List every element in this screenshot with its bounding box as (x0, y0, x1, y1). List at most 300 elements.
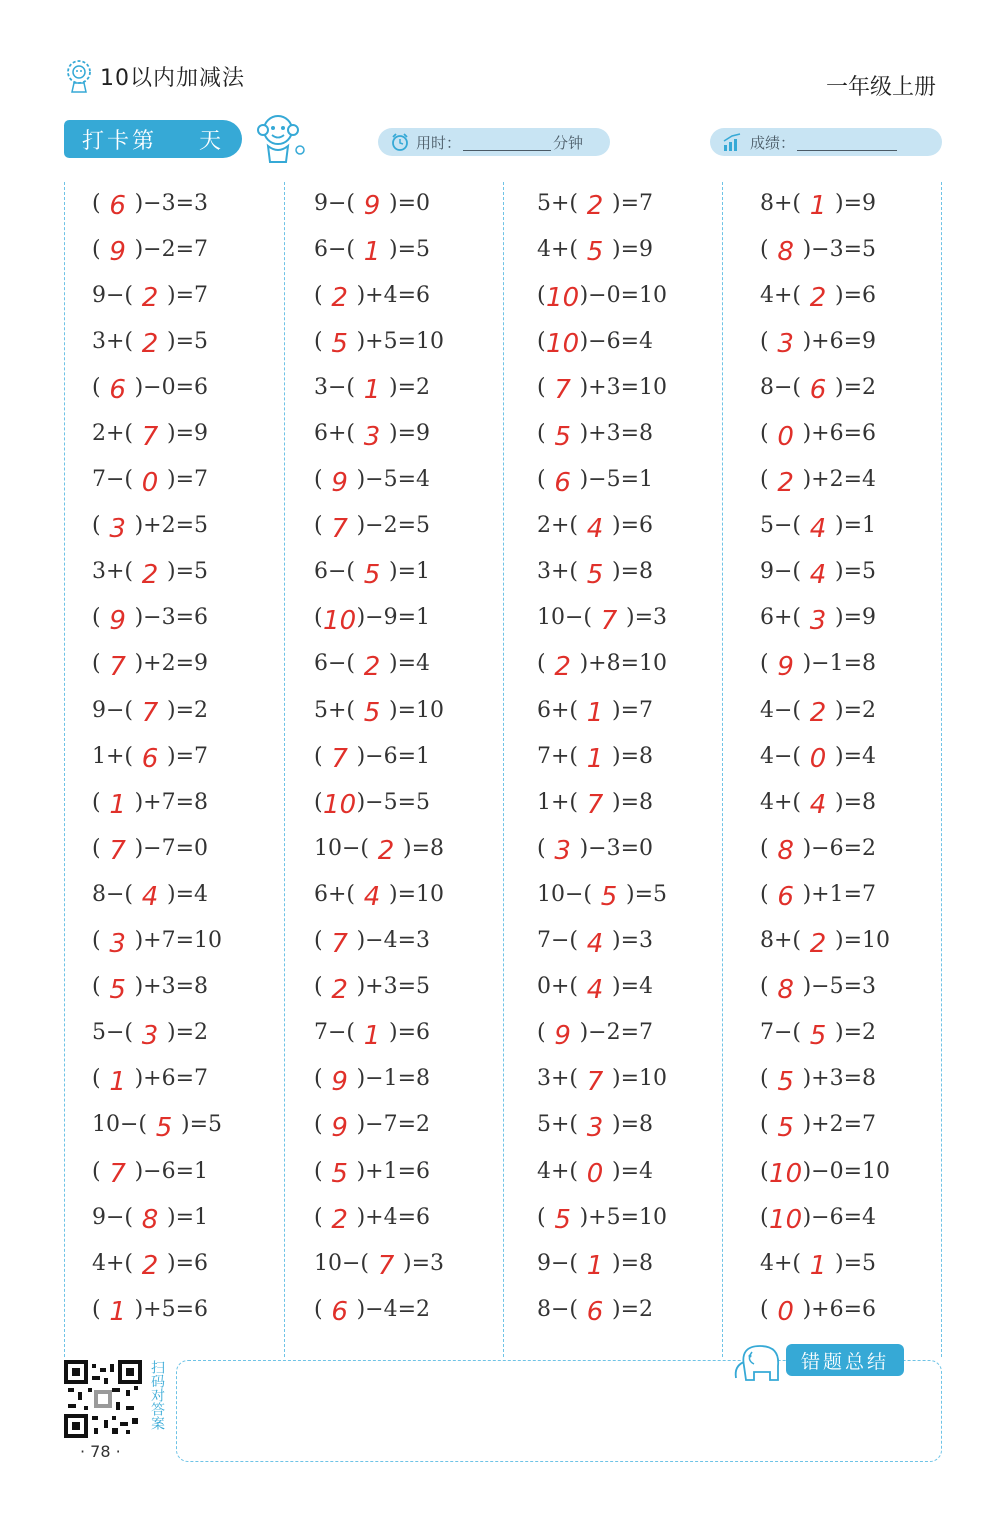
equation-prefix: ( (314, 928, 323, 954)
equation-suffix: )=2 (167, 697, 209, 723)
equation-prefix: 0+( (537, 974, 579, 1000)
equation-prefix: ( (537, 328, 546, 354)
equation-suffix: )=8 (612, 559, 654, 585)
equation-prefix: ( (92, 1158, 101, 1184)
handwritten-answer[interactable]: 4 (809, 559, 827, 590)
equation-suffix: )=1 (389, 559, 431, 585)
handwritten-answer[interactable]: 5 (554, 421, 571, 452)
equation-prefix: ( (760, 974, 769, 1000)
equation-suffix: )=7 (167, 467, 209, 493)
equation-suffix: )=5 (167, 559, 209, 585)
handwritten-answer[interactable]: 1 (586, 698, 604, 729)
equation-row (314, 1148, 524, 1194)
handwritten-answer[interactable]: 6 (109, 375, 126, 406)
handwritten-answer[interactable]: 5 (363, 559, 381, 590)
equation-row (760, 1286, 970, 1332)
equation-row (92, 1286, 302, 1332)
equation-prefix: ( (537, 835, 546, 861)
handwritten-answer[interactable]: 3 (109, 513, 126, 544)
equation-suffix: )=0 (389, 190, 431, 216)
equation-row (760, 549, 970, 595)
equation-prefix: 8−( (537, 1296, 579, 1322)
handwritten-answer[interactable]: 0 (777, 1297, 794, 1328)
equation-row (314, 1194, 524, 1240)
equation-row (314, 1102, 524, 1148)
handwritten-answer[interactable]: 10 (546, 329, 580, 360)
equation-suffix: )−5=1 (579, 467, 654, 493)
equation-row (537, 779, 747, 825)
equation-suffix: )+4=6 (356, 1204, 431, 1230)
equation-suffix: )=2 (389, 374, 431, 400)
equation-row (92, 1148, 302, 1194)
page-number: · 78 · (80, 1442, 121, 1461)
equation-suffix: )=4 (612, 974, 654, 1000)
equation-row (314, 595, 524, 641)
handwritten-answer[interactable]: 5 (586, 559, 604, 590)
handwritten-answer[interactable]: 2 (331, 1205, 348, 1236)
handwritten-answer[interactable]: 9 (363, 191, 381, 222)
equation-row (760, 1240, 970, 1286)
equation-prefix: ( (92, 374, 101, 400)
equation-prefix: ( (760, 651, 769, 677)
handwritten-answer[interactable]: 7 (141, 421, 159, 452)
equation-suffix: )=10 (389, 881, 445, 907)
equation-row (314, 641, 524, 687)
handwritten-answer[interactable]: 4 (141, 882, 159, 913)
equation-suffix: )−2=5 (356, 513, 431, 539)
handwritten-answer[interactable]: 10 (323, 790, 357, 821)
handwritten-answer[interactable]: 5 (600, 882, 618, 913)
equation-prefix: 7−( (537, 928, 579, 954)
equation-prefix: 5+( (314, 697, 356, 723)
equation-suffix: )=9 (167, 421, 209, 447)
equation-prefix: ( (92, 513, 101, 539)
handwritten-answer[interactable]: 9 (554, 1020, 571, 1051)
equation-row (92, 1102, 302, 1148)
equation-suffix: )=3 (626, 605, 668, 631)
equation-prefix: 1+( (92, 743, 134, 769)
handwritten-answer[interactable]: 3 (554, 836, 571, 867)
equation-prefix: 7−( (314, 1020, 356, 1046)
equation-row (92, 871, 302, 917)
score-blank[interactable] (797, 134, 897, 151)
handwritten-answer[interactable]: 5 (586, 237, 604, 268)
handwritten-answer[interactable]: 7 (554, 375, 571, 406)
equation-suffix: )+4=6 (356, 282, 431, 308)
handwritten-answer[interactable]: 7 (331, 928, 348, 959)
equation-suffix: )=8 (612, 743, 654, 769)
equation-prefix: 1+( (537, 789, 579, 815)
equation-suffix: )=2 (835, 1020, 877, 1046)
handwritten-answer[interactable]: 3 (809, 605, 827, 636)
equation-suffix: )=6 (167, 1250, 209, 1276)
handwritten-answer[interactable]: 6 (586, 1297, 604, 1328)
handwritten-answer[interactable]: 4 (586, 974, 604, 1005)
equation-row (537, 871, 747, 917)
handwritten-answer[interactable]: 9 (777, 651, 794, 682)
handwritten-answer[interactable]: 2 (554, 651, 571, 682)
equation-prefix: ( (314, 974, 323, 1000)
equation-row (314, 226, 524, 272)
equation-suffix: )=2 (835, 697, 877, 723)
handwritten-answer[interactable]: 8 (777, 974, 794, 1005)
equation-prefix: 8−( (92, 881, 134, 907)
equation-prefix: 5−( (760, 513, 802, 539)
equation-row (92, 595, 302, 641)
handwritten-answer[interactable]: 0 (809, 744, 827, 775)
time-blank[interactable] (463, 134, 551, 151)
equation-suffix: )−4=2 (356, 1296, 431, 1322)
handwritten-answer[interactable]: 1 (109, 1066, 126, 1097)
handwritten-answer[interactable]: 7 (600, 605, 618, 636)
equation-suffix: )+1=6 (356, 1158, 431, 1184)
equation-suffix: )=3 (403, 1250, 445, 1276)
equation-suffix: )+6=6 (802, 1296, 877, 1322)
monkey-mascot-icon (252, 110, 308, 168)
equation-suffix: )=7 (167, 743, 209, 769)
handwritten-answer[interactable]: 4 (586, 513, 604, 544)
exercise-column-4 (760, 180, 970, 1332)
equation-row (92, 825, 302, 871)
equation-row (314, 549, 524, 595)
equation-row (537, 457, 747, 503)
equation-prefix: ( (537, 651, 546, 677)
handwritten-answer[interactable]: 1 (363, 1020, 381, 1051)
equation-suffix: )+2=5 (134, 513, 209, 539)
equation-suffix: )−7=2 (356, 1112, 431, 1138)
equation-row (92, 779, 302, 825)
equation-row (92, 226, 302, 272)
equation-prefix: 7+( (537, 743, 579, 769)
equation-suffix: )+3=10 (579, 374, 668, 400)
handwritten-answer[interactable]: 5 (809, 1020, 827, 1051)
equation-row (314, 825, 524, 871)
grade-label: 一年级上册 (825, 75, 936, 100)
handwritten-answer[interactable]: 2 (809, 283, 827, 314)
column-divider (64, 182, 65, 1357)
handwritten-answer[interactable]: 10 (323, 605, 357, 636)
equation-suffix: )=7 (612, 190, 654, 216)
equation-row (314, 318, 524, 364)
equation-row (537, 503, 747, 549)
handwritten-answer[interactable]: 10 (769, 1205, 803, 1236)
handwritten-answer[interactable]: 2 (141, 283, 159, 314)
equation-suffix: )=9 (389, 421, 431, 447)
handwritten-answer[interactable]: 3 (109, 928, 126, 959)
equation-prefix: ( (92, 835, 101, 861)
equation-suffix: )=8 (403, 835, 445, 861)
handwritten-answer[interactable]: 4 (363, 882, 381, 913)
handwritten-answer[interactable]: 1 (109, 790, 126, 821)
equation-prefix: 6+( (537, 697, 579, 723)
handwritten-answer[interactable]: 0 (777, 421, 794, 452)
equation-row (537, 1010, 747, 1056)
equation-suffix: )−5=5 (356, 789, 431, 815)
handwritten-answer[interactable]: 6 (331, 1297, 348, 1328)
equation-row (760, 733, 970, 779)
equation-prefix: 4+( (760, 1250, 802, 1276)
handwritten-answer[interactable]: 1 (809, 1251, 827, 1282)
equation-row (760, 918, 970, 964)
equation-row (760, 687, 970, 733)
equation-row (537, 918, 747, 964)
handwritten-answer[interactable]: 2 (586, 191, 604, 222)
equation-prefix: ( (537, 467, 546, 493)
equation-prefix: ( (537, 421, 546, 447)
handwritten-answer[interactable]: 6 (777, 882, 794, 913)
equation-row (314, 180, 524, 226)
equation-prefix: ( (537, 374, 546, 400)
handwritten-answer[interactable]: 2 (141, 1251, 159, 1282)
equation-row (314, 1010, 524, 1056)
equation-prefix: 9−( (92, 1204, 134, 1230)
handwritten-answer[interactable]: 4 (809, 790, 827, 821)
equation-prefix: 4−( (760, 697, 802, 723)
equation-row (314, 410, 524, 456)
equation-prefix: ( (314, 1204, 323, 1230)
lion-mascot-icon (64, 58, 94, 94)
handwritten-answer[interactable]: 7 (109, 836, 126, 867)
equation-prefix: 5+( (537, 1112, 579, 1138)
equation-prefix: 9−( (92, 697, 134, 723)
equation-row (537, 1240, 747, 1286)
equation-prefix: 7−( (92, 467, 134, 493)
handwritten-answer[interactable]: 7 (331, 513, 348, 544)
handwritten-answer[interactable]: 5 (331, 1159, 348, 1190)
handwritten-answer[interactable]: 7 (109, 651, 126, 682)
handwritten-answer[interactable]: 3 (141, 1020, 159, 1051)
handwritten-answer[interactable]: 2 (809, 698, 827, 729)
handwritten-answer[interactable]: 2 (141, 559, 159, 590)
equation-suffix: )+3=8 (134, 974, 209, 1000)
equation-prefix: 3+( (537, 559, 579, 585)
equation-prefix: ( (314, 789, 323, 815)
equation-prefix: ( (537, 1020, 546, 1046)
equation-prefix: 4+( (537, 236, 579, 262)
equation-suffix: )+7=8 (134, 789, 209, 815)
equation-suffix: )=7 (612, 697, 654, 723)
time-unit: 分钟 (553, 133, 584, 152)
handwritten-answer[interactable]: 2 (377, 836, 395, 867)
equation-prefix: ( (314, 605, 323, 631)
equation-row (537, 1056, 747, 1102)
equation-row (760, 964, 970, 1010)
handwritten-answer[interactable]: 1 (809, 191, 827, 222)
handwritten-answer[interactable]: 8 (777, 836, 794, 867)
equation-suffix: )=9 (835, 190, 877, 216)
handwritten-answer[interactable]: 1 (363, 237, 381, 268)
equation-suffix: )−1=8 (356, 1066, 431, 1092)
equation-row (760, 272, 970, 318)
equation-row (92, 503, 302, 549)
equation-row (760, 457, 970, 503)
equation-suffix: )−3=3 (134, 190, 209, 216)
equation-prefix: ( (92, 236, 101, 262)
equation-suffix: )+6=6 (802, 421, 877, 447)
handwritten-answer[interactable]: 9 (331, 467, 348, 498)
equation-row (760, 410, 970, 456)
equation-prefix: ( (760, 835, 769, 861)
handwritten-answer[interactable]: 6 (554, 467, 571, 498)
handwritten-answer[interactable]: 4 (586, 928, 604, 959)
handwritten-answer[interactable]: 3 (586, 1112, 604, 1143)
equation-prefix: 6−( (314, 236, 356, 262)
equation-row (537, 825, 747, 871)
equation-prefix: ( (314, 1158, 323, 1184)
equation-prefix: ( (760, 467, 769, 493)
handwritten-answer[interactable]: 9 (331, 1066, 348, 1097)
equation-suffix: )−3=6 (134, 605, 209, 631)
handwritten-answer[interactable]: 1 (586, 744, 604, 775)
equation-suffix: )=10 (835, 928, 891, 954)
equation-prefix: ( (314, 467, 323, 493)
handwritten-answer[interactable]: 6 (809, 375, 827, 406)
equation-suffix: )=4 (389, 651, 431, 677)
equation-suffix: )−3=5 (802, 236, 877, 262)
equation-row (314, 918, 524, 964)
equation-suffix: )+6=9 (802, 328, 877, 354)
equation-suffix: )=2 (167, 1020, 209, 1046)
equation-row (92, 1056, 302, 1102)
mistake-summary-label: 错题总结 (786, 1344, 904, 1376)
handwritten-answer[interactable]: 5 (777, 1066, 794, 1097)
equation-prefix: 9−( (314, 190, 356, 216)
handwritten-answer[interactable]: 3 (363, 421, 381, 452)
equation-row (760, 1102, 970, 1148)
handwritten-answer[interactable]: 9 (331, 1112, 348, 1143)
exercise-column-2 (314, 180, 524, 1332)
equation-prefix: ( (760, 328, 769, 354)
equation-suffix: )−6=4 (802, 1204, 877, 1230)
equation-prefix: ( (92, 1066, 101, 1092)
equation-prefix: 5−( (92, 1020, 134, 1046)
equation-row (537, 1194, 747, 1240)
handwritten-answer[interactable]: 7 (331, 744, 348, 775)
handwritten-answer[interactable]: 5 (363, 698, 381, 729)
handwritten-answer[interactable]: 2 (331, 283, 348, 314)
equation-prefix: 6+( (314, 881, 356, 907)
equation-suffix: )−9=1 (356, 605, 431, 631)
equation-prefix: ( (760, 1158, 769, 1184)
equation-prefix: ( (537, 1204, 546, 1230)
equation-row (537, 1286, 747, 1332)
equation-prefix: 5+( (537, 190, 579, 216)
handwritten-answer[interactable]: 1 (363, 375, 381, 406)
equation-row (92, 964, 302, 1010)
equation-prefix: ( (760, 1066, 769, 1092)
handwritten-answer[interactable]: 2 (141, 329, 159, 360)
handwritten-answer[interactable]: 0 (586, 1159, 604, 1190)
equation-row (537, 410, 747, 456)
equation-suffix: )−6=2 (802, 835, 877, 861)
handwritten-answer[interactable]: 4 (809, 513, 827, 544)
handwritten-answer[interactable]: 5 (331, 329, 348, 360)
header-left (64, 58, 245, 94)
qr-code-icon[interactable] (64, 1360, 142, 1438)
handwritten-answer[interactable]: 1 (109, 1297, 126, 1328)
equation-prefix: 10−( (314, 1250, 370, 1276)
handwritten-answer[interactable]: 2 (331, 974, 348, 1005)
handwritten-answer[interactable]: 10 (769, 1159, 803, 1190)
equation-prefix: 3−( (314, 374, 356, 400)
handwritten-answer[interactable]: 8 (777, 237, 794, 268)
equation-suffix: )+7=10 (134, 928, 223, 954)
equation-row (92, 272, 302, 318)
equation-prefix: ( (760, 1112, 769, 1138)
handwritten-answer[interactable]: 7 (141, 698, 159, 729)
equation-suffix: )=8 (612, 1112, 654, 1138)
handwritten-answer[interactable]: 6 (141, 744, 159, 775)
handwritten-answer[interactable]: 9 (109, 605, 126, 636)
equation-row (760, 364, 970, 410)
equation-prefix: ( (760, 881, 769, 907)
equation-suffix: )+2=7 (802, 1112, 877, 1138)
equation-row (537, 272, 747, 318)
equation-row (537, 687, 747, 733)
equation-row (760, 318, 970, 364)
handwritten-answer[interactable]: 8 (141, 1205, 159, 1236)
equation-prefix: 9−( (760, 559, 802, 585)
handwritten-answer[interactable]: 7 (586, 1066, 604, 1097)
handwritten-answer[interactable]: 5 (777, 1112, 794, 1143)
equation-row (537, 1102, 747, 1148)
equation-suffix: )=7 (167, 282, 209, 308)
equation-prefix: ( (314, 282, 323, 308)
handwritten-answer[interactable]: 6 (109, 191, 126, 222)
equation-prefix: 6−( (314, 559, 356, 585)
equation-row (537, 733, 747, 779)
equation-suffix: )=10 (612, 1066, 668, 1092)
equation-row (760, 595, 970, 641)
equation-prefix: 9−( (92, 282, 134, 308)
equation-suffix: )=9 (612, 236, 654, 262)
handwritten-answer[interactable]: 2 (777, 467, 794, 498)
equation-prefix: 8+( (760, 928, 802, 954)
handwritten-answer[interactable]: 1 (586, 1251, 604, 1282)
equation-prefix: ( (314, 513, 323, 539)
handwritten-answer[interactable]: 2 (809, 928, 827, 959)
equation-prefix: ( (92, 651, 101, 677)
handwritten-answer[interactable]: 7 (586, 790, 604, 821)
handwritten-answer[interactable]: 5 (554, 1205, 571, 1236)
equation-prefix: 6+( (760, 605, 802, 631)
handwritten-answer[interactable]: 2 (363, 651, 381, 682)
equation-suffix: )=8 (612, 789, 654, 815)
equation-row (314, 779, 524, 825)
equation-suffix: )−1=8 (802, 651, 877, 677)
check-in-prefix: 打卡第 (82, 128, 158, 154)
handwritten-answer[interactable]: 10 (546, 283, 580, 314)
score-label: 成绩： (750, 133, 796, 152)
handwritten-answer[interactable]: 3 (777, 329, 794, 360)
handwritten-answer[interactable]: 5 (155, 1112, 173, 1143)
handwritten-answer[interactable]: 0 (141, 467, 159, 498)
equation-suffix: )=6 (835, 282, 877, 308)
equation-suffix: )+5=10 (356, 328, 445, 354)
equation-row (92, 641, 302, 687)
handwritten-answer[interactable]: 7 (377, 1251, 395, 1282)
equation-suffix: )=1 (835, 513, 877, 539)
handwritten-answer[interactable]: 9 (109, 237, 126, 268)
equation-row (537, 549, 747, 595)
handwritten-answer[interactable]: 5 (109, 974, 126, 1005)
equation-row (92, 687, 302, 733)
equation-prefix: ( (92, 974, 101, 1000)
exercise-column-3 (537, 180, 747, 1332)
handwritten-answer[interactable]: 7 (109, 1159, 126, 1190)
equation-prefix: 6−( (314, 651, 356, 677)
equation-row (314, 964, 524, 1010)
